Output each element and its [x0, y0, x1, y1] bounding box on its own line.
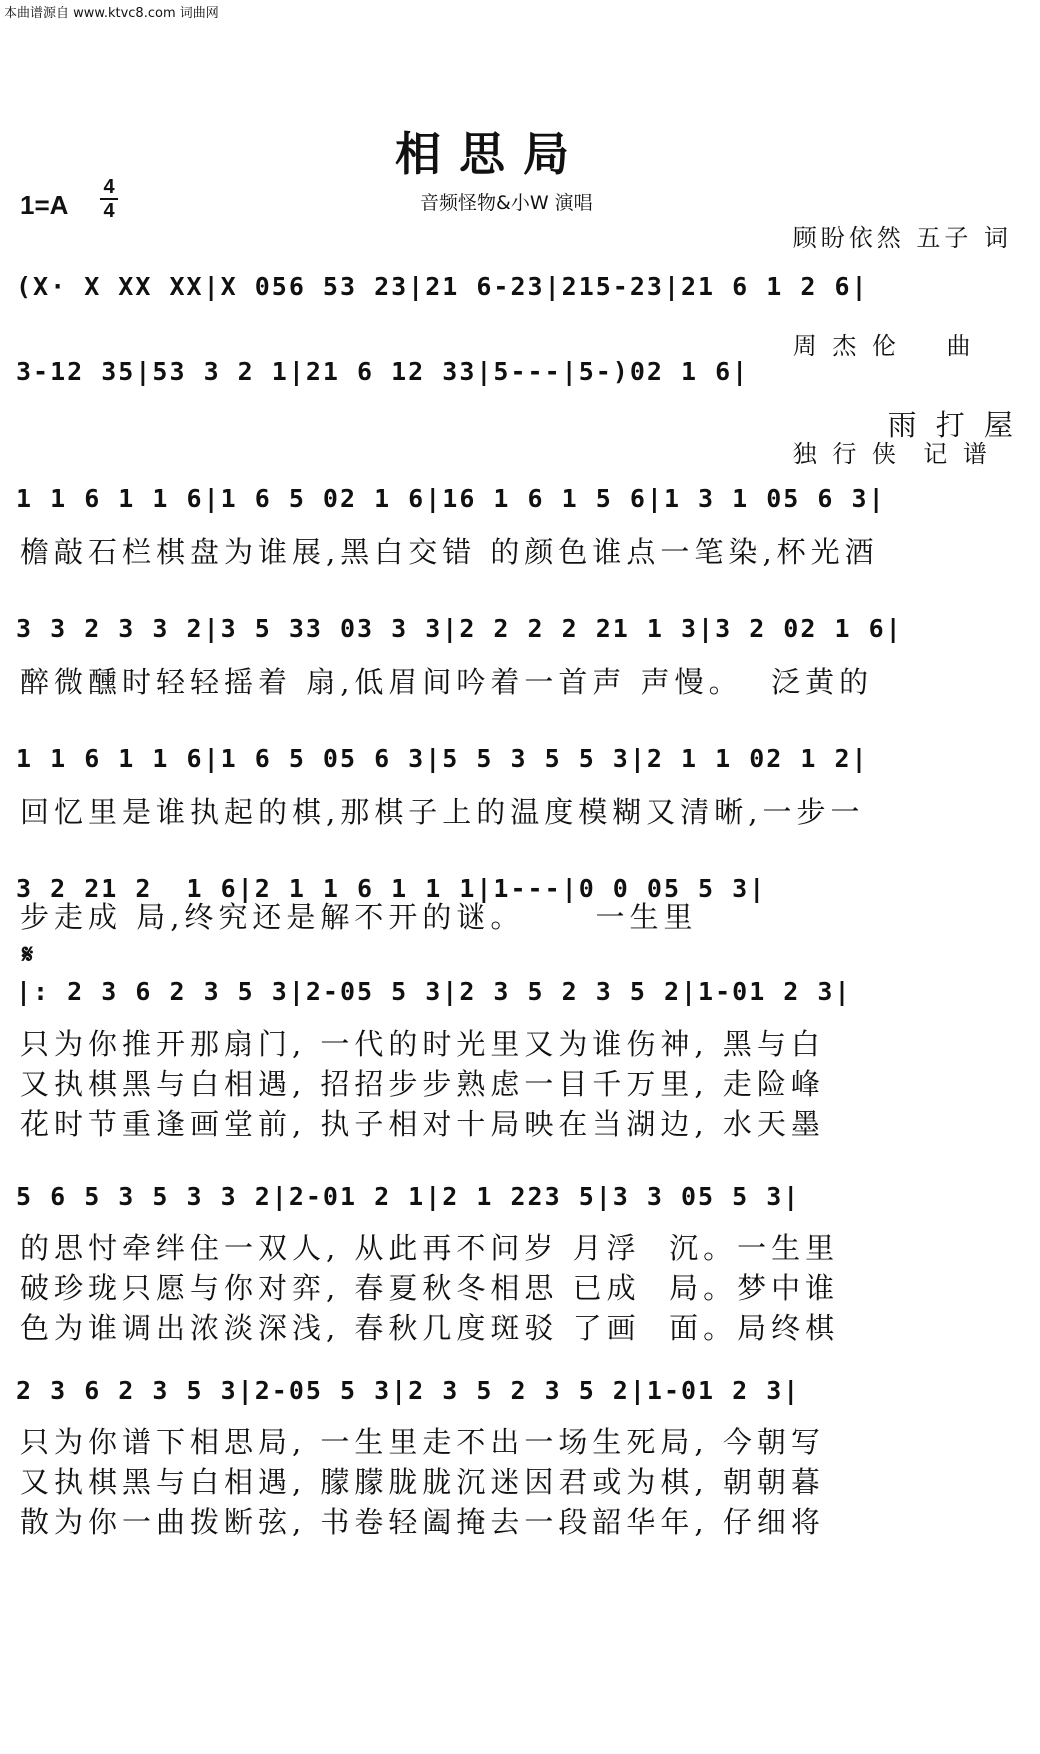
score-line-7-verse-3: 花时节重逢画堂前, 执子相对十局映在当湖边, 水天墨 — [20, 1107, 825, 1141]
credits — [793, 148, 1012, 508]
score-line-2-lyric: 雨 打 屋 — [887, 408, 1018, 442]
time-signature-bottom: 4 — [103, 200, 115, 222]
score-line-6-notes: 3 2 21 2 1 6|2 1 1 6 1 1 1|1---|0 0 05 5 3| — [16, 874, 767, 903]
time-signature-top: 4 — [103, 176, 115, 198]
score-line-9-verse-2: 又执棋黑与白相遇, 朦朦胧胧沉迷因君或为棋, 朝朝暮 — [20, 1465, 825, 1499]
score-line-5-lyric: 回忆里是谁执起的棋,那棋子上的温度模糊又清晰,一步一 — [20, 795, 865, 829]
lyricist-credit: 顾盼依然 五子 词 — [792, 224, 1012, 252]
score-line-5-notes: 1 1 6 1 1 6|1 6 5 05 6 3|5 5 3 5 5 3|2 1 1 02 1 2| — [16, 744, 869, 773]
score-line-4-notes: 3 3 2 3 3 2|3 5 33 03 3 3|2 2 2 2 21 1 3|3 2 02 1 6| — [16, 614, 903, 643]
score-line-8-verse-1: 的思忖牵绊住一双人, 从此再不问岁 月浮 沉。一生里 — [20, 1231, 840, 1265]
score-line-8-verse-2: 破珍珑只愿与你对弈, 春夏秋冬相思 已成 局。梦中谁 — [20, 1271, 840, 1305]
score-line-9-verse-1: 只为你谱下相思局, 一生里走不出一场生死局, 今朝写 — [20, 1425, 825, 1459]
song-title: 相思局 — [395, 127, 587, 181]
score-line-7-verse-2: 又执棋黑与白相遇, 招招步步熟虑一目千万里, 走险峰 — [20, 1067, 825, 1101]
score-line-8-verse-3: 色为谁调出浓淡深浅, 春秋几度斑驳 了画 面。局终棋 — [20, 1311, 840, 1345]
score-line-9-notes: 2 3 6 2 3 5 3|2-05 5 3|2 3 5 2 3 5 2|1-01 2 3| — [16, 1376, 801, 1405]
time-signature — [98, 176, 120, 222]
score-line-3-lyric: 檐敲石栏棋盘为谁展,黑白交错 的颜色谁点一笔染,杯光酒 — [20, 535, 879, 569]
composer-credit: 周 杰 伦 曲 — [792, 332, 975, 360]
key-signature: 1=A — [20, 190, 69, 220]
source-watermark: 本曲谱源自 www.ktvc8.com 词曲网 — [4, 6, 219, 21]
score-line-3-notes: 1 1 6 1 1 6|1 6 5 02 1 6|16 1 6 1 5 6|1 3 1 05 6 3| — [16, 484, 886, 513]
score-line-9-verse-3: 散为你一曲拨断弦, 书卷轻阖掩去一段韶华年, 仔细将 — [20, 1505, 825, 1539]
score-line-6-lyric: 步走成 局,终究还是解不开的谜。 一生里 — [20, 900, 698, 934]
transcriber-credit: 独 行 侠 记 谱 — [792, 440, 991, 468]
score-line-8-notes: 5 6 5 3 5 3 3 2|2-01 2 1|2 1 223 5|3 3 05 5 3| — [16, 1182, 801, 1211]
score-line-1-notes: (X· X XX XX|X 056 53 23|21 6-23|215-23|21 6 1 2 6| — [16, 272, 869, 301]
score-line-7-notes: |: 2 3 6 2 3 5 3|2-05 5 3|2 3 5 2 3 5 2|1-01 2 3| — [16, 977, 852, 1006]
segno-sign: 𝄋 — [22, 940, 34, 970]
singer-credit: 音频怪物&小W 演唱 — [420, 192, 593, 214]
score-line-7-verse-1: 只为你推开那扇门, 一代的时光里又为谁伤神, 黑与白 — [20, 1027, 825, 1061]
score-line-4-lyric: 醉微醺时轻轻摇着 扇,低眉间吟着一首声 声慢。 泛黄的 — [20, 665, 874, 699]
score-line-2-notes: 3-12 35|53 3 2 1|21 6 12 33|5---|5-)02 1 6| — [16, 357, 750, 386]
